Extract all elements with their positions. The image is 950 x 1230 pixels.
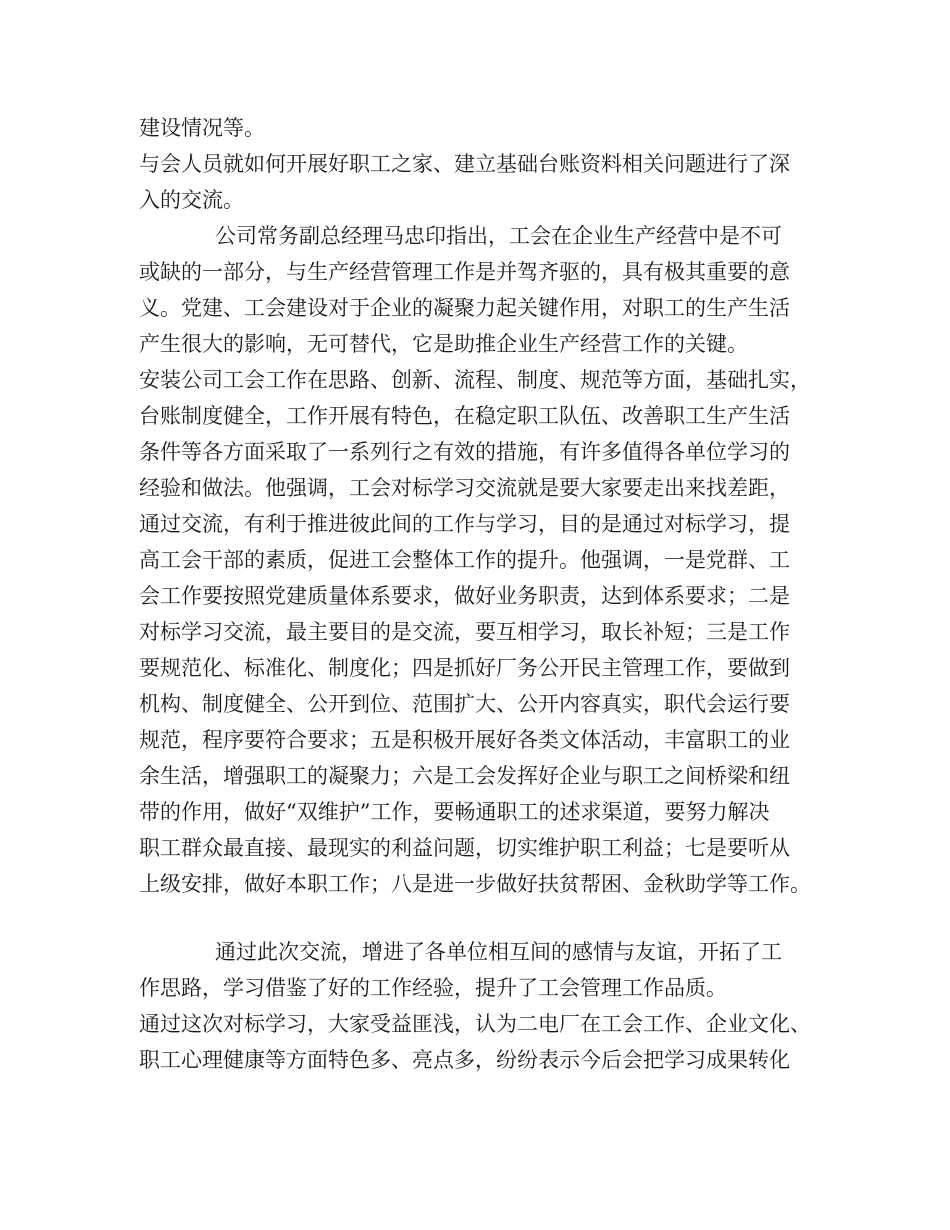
text-line: 高工会干部的素质，促进工会整体工作的提升。他强调，一是党群、工 xyxy=(139,548,790,572)
text-line: 入的交流。 xyxy=(139,188,244,212)
text-line: 或缺的一部分，与生产经营管理工作是并驾齐驱的，具有极其重要的意 xyxy=(139,260,790,284)
text-line: 职工群众最直接、最现实的利益问题，切实维护职工利益；七是要听从 xyxy=(139,836,790,860)
text-line: 建设情况等。 xyxy=(139,116,265,140)
text-line: 规范，程序要符合要求；五是积极开展好各类文体活动，丰富职工的业 xyxy=(139,728,790,752)
text-line: 机构、制度健全、公开到位、范围扩大、公开内容真实，职代会运行要 xyxy=(139,692,790,716)
text-line: 台账制度健全，工作开展有特色，在稳定职工队伍、改善职工生产生活 xyxy=(139,404,790,428)
text-line: 安装公司工会工作在思路、创新、流程、制度、规范等方面，基础扎实， xyxy=(139,368,811,392)
text-line: 通过这次对标学习，大家受益匪浅，认为二电厂在工会工作、企业文化、 xyxy=(139,1012,811,1036)
text-line: 条件等各方面采取了一系列行之有效的措施，有许多值得各单位学习的 xyxy=(139,440,790,464)
paragraph-first-line: 公司常务副总经理马忠印指出，工会在企业生产经营中是不可 xyxy=(215,224,782,248)
text-line: 经验和做法。他强调，工会对标学习交流就是要大家要走出来找差距， xyxy=(139,476,790,500)
text-line: 职工心理健康等方面特色多、亮点多，纷纷表示今后会把学习成果转化 xyxy=(139,1048,790,1072)
document-body xyxy=(139,110,829,1078)
text-line: 要规范化、标准化、制度化；四是抓好厂务公开民主管理工作，要做到 xyxy=(139,656,790,680)
text-line: 义。党建、工会建设对于企业的凝聚力起关键作用，对职工的生产生活 xyxy=(139,296,790,320)
text-line: 余生活，增强职工的凝聚力；六是工会发挥好企业与职工之间桥梁和纽 xyxy=(139,764,790,788)
text-line: 带的作用，做好“双维护”工作，要畅通职工的述求渠道，要努力解决 xyxy=(139,800,770,824)
paragraph-gap xyxy=(139,902,829,934)
text-line: 会工作要按照党建质量体系要求，做好业务职责，达到体系要求；二是 xyxy=(139,584,790,608)
text-line: 产生很大的影响，无可替代，它是助推企业生产经营工作的关键。 xyxy=(139,332,748,356)
text-line: 通过交流，有利于推进彼此间的工作与学习，目的是通过对标学习，提 xyxy=(139,512,790,536)
text-line: 对标学习交流，最主要目的是交流，要互相学习，取长补短；三是工作 xyxy=(139,620,790,644)
paragraph-first-line: 通过此次交流，增进了各单位相互间的感情与友谊，开拓了工 xyxy=(215,940,782,964)
text-line: 与会人员就如何开展好职工之家、建立基础台账资料相关问题进行了深 xyxy=(139,152,790,176)
text-line: 作思路，学习借鉴了好的工作经验，提升了工会管理工作品质。 xyxy=(139,976,727,1000)
text-line: 上级安排，做好本职工作；八是进一步做好扶贫帮困、金秋助学等工作。 xyxy=(139,872,811,896)
